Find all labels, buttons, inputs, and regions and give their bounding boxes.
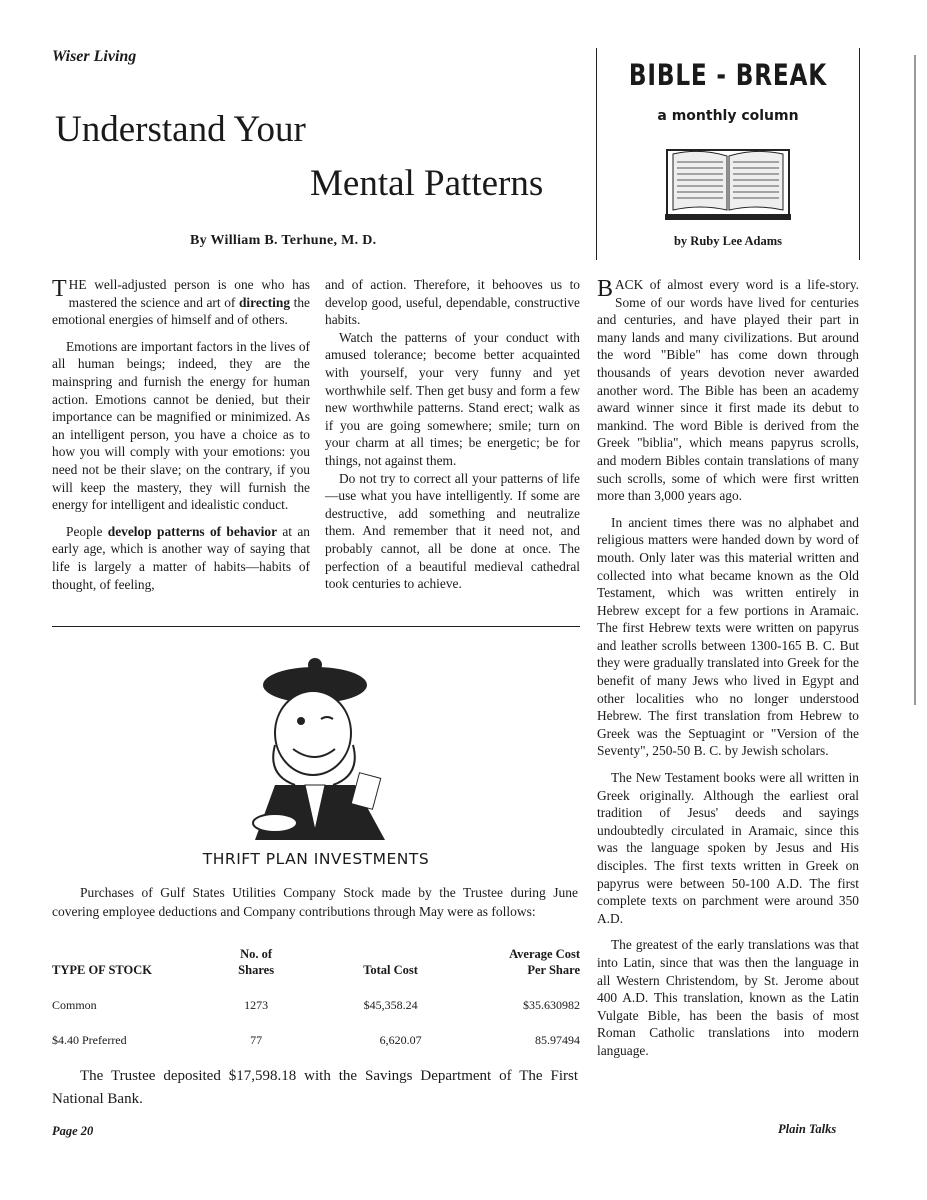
cell: Common [52, 998, 97, 1012]
paragraph: and of action. Therefore, it behooves us to develop good, useful, dependable, constructive habits. [325, 277, 580, 328]
text: People [66, 523, 108, 539]
bold-text: develop patterns of behavior [107, 523, 278, 539]
text: at an early age, which is another way of saying that life is largely a matter of habits—habits of thought, of feeling, [52, 523, 310, 592]
column-header: TYPE OF STOCK [52, 963, 153, 977]
column-header: No. of Shares [238, 947, 275, 977]
paragraph: The New Testament books were all written in Greek originally. Although the earliest oral tradition of Jesus' deeds and sayings undoubtedly circulated in Aramaic, since this was the language spoken by Jesus and His disciples. The first texts written in Greek on papyrus were between 50-100 A.D. The first complete texts on parchment were around 350 A.D. [597, 770, 859, 926]
column-byline: by Ruby Lee Adams [673, 234, 782, 248]
open-book-icon [665, 146, 791, 222]
cell: 85.97494 [535, 1033, 580, 1047]
text: the emotional energies of himself and of others. [52, 294, 310, 328]
paragraph: Do not try to correct all your patterns of life—use what you have intelligently. If some are destructive, add something and neutralize them. And remember that it need not, and probably cannot, all be done at once. The perfection of a beautiful medieval cathedral took centuries to achieve. [325, 470, 580, 592]
cell: $35.630982 [523, 998, 580, 1012]
bible-break-column [597, 276, 859, 1069]
cell: 6,620.07 [379, 1033, 422, 1047]
section-label: Wiser Living [52, 48, 137, 65]
publication-name: Plain Talks [778, 1122, 837, 1136]
bible-break-header-box [596, 48, 860, 260]
cell: 1273 [244, 998, 269, 1012]
article-column-1 [52, 276, 310, 602]
text: ACK of almost every word is a life-story. Some of our words have lived for centuries and centuries, and have played their part in many lands and many civilizations. But around the word "Bible" has come down through thousands of years devotion never awarded another word. The Bible has been an academy award winner since it first made its debut to mankind. The word Bible is derived from the Greek "biblia", which means papyrus scrolls, and modern Bibles contain translations of many such scrolls, some of which were first written more than 3,000 years ago. [597, 277, 859, 504]
table-row [52, 1023, 580, 1058]
section-divider [52, 626, 580, 627]
paragraph: Watch the patterns of your conduct with amused tolerance; become better acquainted with yourself, your very funny and yet worthwhile self. Then get busy and form a few new worthwhile patterns. Stand erect; walk as if you are going somewhere; smile; turn on your charm at all times; be energetic; be for things, not against them. [325, 329, 580, 468]
table-header-row [52, 946, 580, 988]
deposit-note: The Trustee deposited $17,598.18 with the Savings Department of The First National Bank. [52, 1068, 578, 1107]
paragraph [52, 523, 310, 593]
text: HE well-adjusted person is one who has mastered the science and art of [68, 277, 310, 310]
thrift-intro: Purchases of Gulf States Utilities Company Stock made by the Trustee during June covering employee deductions and Company contributions through May were as follows: [52, 885, 578, 919]
column-header: Total Cost [363, 963, 418, 977]
stock-table [52, 946, 580, 1058]
drop-cap: B [597, 276, 614, 302]
paragraph: Emotions are important factors in the lives of all human beings; indeed, they are the mainspring and furnish the energy for human action. Emotions cannot be denied, but their importance can be magnified or minimized. As an intelligent person, you have a choice as to how you will comply with your emotions: you need not be their slave; on the contrary, if you will keep the mastery, they will furnish the energy for intelligent and idealistic conduct. [52, 338, 310, 513]
cell: $4.40 Preferred [52, 1033, 127, 1047]
table-row [52, 988, 580, 1023]
thrift-heading: THRIFT PLAN INVESTMENTS [202, 850, 430, 868]
drop-cap: T [52, 276, 67, 302]
column-header: Average Cost Per Share [509, 947, 580, 977]
scotsman-cartoon-illustration [235, 655, 405, 845]
paragraph [52, 276, 310, 329]
page-edge-shadow [914, 55, 916, 705]
article-byline: By William B. Terhune, M. D. [190, 233, 377, 248]
bold-text: directing [238, 294, 291, 310]
article-title-line1: Understand Your [55, 109, 306, 150]
article-column-2 [325, 276, 580, 593]
paragraph: The greatest of the early translations was that into Latin, since that was then the language in all Western Christendom, by St. Jerome about 400 A.D. This translation, known as the Latin Vulgate Bible, has been the basis of most Roman Catholic translations into modern language. [597, 937, 859, 1058]
paragraph [597, 276, 859, 505]
cell: 77 [250, 1033, 263, 1047]
page-number: Page 20 [52, 1124, 94, 1138]
cell: $45,358.24 [363, 998, 418, 1012]
column-subtitle: a monthly column [657, 108, 799, 124]
paragraph: In ancient times there was no alphabet and religious matters were handed down by word of mouth. Only later was this material written and collected into what became known as the Old Testament, which was written entirely in Hebrew except for a few portions in Aramaic. The first Hebrew texts were written on papyrus and leather scrolls between 1300-165 B. C. But they were gradually translated into Greek for the benefit of many Jews who lived in Egypt and other localities who no longer understood Hebrew. The first translation from Hebrew to Greek was the Septuagint or "Version of the Seventy", 250-50 B. C. by Jewish scholars. [597, 514, 859, 759]
column-title: BIBLE - BREAK [628, 58, 828, 92]
article-title-line2: Mental Patterns [310, 163, 544, 204]
